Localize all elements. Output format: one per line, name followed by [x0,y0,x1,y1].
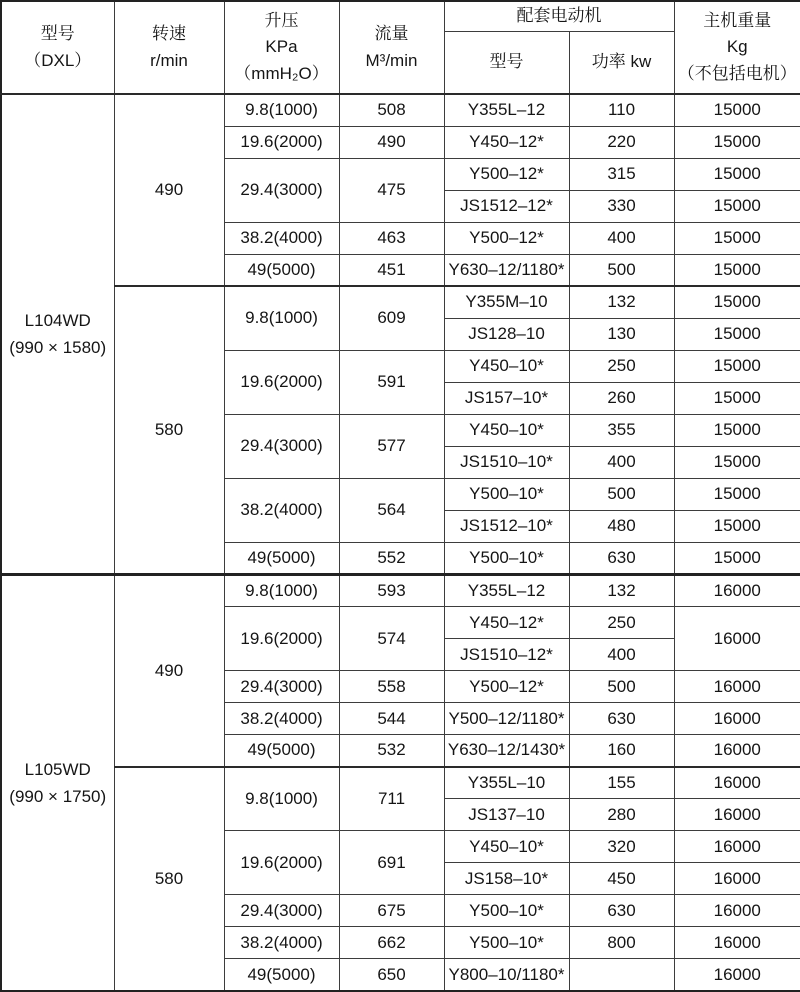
pressure-cell: 9.8(1000) [224,574,339,606]
weight-cell: 16000 [674,574,800,606]
motor-model-cell: Y500–10* [444,895,569,927]
motor-model-cell: Y500–12/1180* [444,703,569,735]
model-cell-line: L104WD [24,310,91,330]
weight-cell: 15000 [674,254,800,286]
weight-cell: 15000 [674,350,800,382]
model-cell [1,94,114,574]
header-pressure-line: （mmH₂O） [234,63,329,83]
flow-cell: 691 [339,831,444,895]
flow-cell: 475 [339,158,444,222]
motor-power-cell: 450 [569,863,674,895]
header-model [1,1,114,94]
table-row [1,286,800,318]
motor-model-cell: Y630–12/1180* [444,254,569,286]
motor-model-cell: JS1510–10* [444,446,569,478]
header-speed-line: 转速 [152,24,186,44]
header-pressure-line: KPa [265,37,298,57]
header-flow [339,1,444,94]
motor-model-cell: Y450–10* [444,350,569,382]
header-motor-power [569,31,674,94]
weight-cell: 16000 [674,735,800,767]
model-cell-line: (990 × 1580) [9,337,107,357]
weight-cell: 15000 [674,286,800,318]
motor-model-cell: Y500–10* [444,478,569,510]
header-model-line: （DXL） [24,50,92,70]
motor-model-cell: Y450–10* [444,831,569,863]
speed-cell: 580 [114,286,224,574]
motor-power-cell: 280 [569,799,674,831]
motor-model-cell: Y500–12* [444,158,569,190]
weight-cell: 15000 [674,478,800,510]
motor-model-cell: Y355L–10 [444,767,569,799]
header-model-line: 型号 [40,24,75,44]
weight-cell: 15000 [674,510,800,542]
flow-cell: 577 [339,414,444,478]
model-cell [1,574,114,991]
pressure-cell: 38.2(4000) [224,703,339,735]
table-row [1,767,800,799]
header-row [1,1,800,31]
weight-cell: 16000 [674,607,800,671]
header-motor-group [444,1,674,31]
pressure-cell: 38.2(4000) [224,478,339,542]
motor-model-cell: JS128–10 [444,318,569,350]
weight-cell: 15000 [674,414,800,446]
pressure-cell: 49(5000) [224,959,339,991]
spec-table-body [1,94,800,991]
pressure-cell: 19.6(2000) [224,831,339,895]
header-speed-line: r/min [150,50,188,70]
motor-model-cell: Y500–10* [444,542,569,574]
weight-cell: 15000 [674,382,800,414]
header-pressure [224,1,339,94]
motor-model-cell: Y450–10* [444,414,569,446]
motor-power-cell: 132 [569,574,674,606]
flow-cell: 463 [339,222,444,254]
weight-cell: 15000 [674,222,800,254]
motor-power-cell: 500 [569,671,674,703]
weight-cell: 15000 [674,190,800,222]
motor-power-cell: 400 [569,639,674,671]
motor-power-cell: 132 [569,286,674,318]
motor-power-cell: 250 [569,350,674,382]
motor-power-cell: 630 [569,703,674,735]
weight-cell: 16000 [674,671,800,703]
motor-power-cell: 220 [569,126,674,158]
pressure-cell: 9.8(1000) [224,767,339,831]
pressure-cell: 49(5000) [224,542,339,574]
header-flow-line: 流量 [374,24,409,44]
flow-cell: 451 [339,254,444,286]
model-cell-line: L105WD [24,759,91,779]
flow-cell: 552 [339,542,444,574]
table-row [1,94,800,126]
motor-power-cell: 130 [569,318,674,350]
weight-cell: 15000 [674,542,800,574]
flow-cell: 591 [339,350,444,414]
pressure-cell: 19.6(2000) [224,126,339,158]
weight-cell: 16000 [674,959,800,991]
motor-model-cell: Y355L–12 [444,574,569,606]
weight-cell: 16000 [674,767,800,799]
motor-model-cell: JS1512–12* [444,190,569,222]
motor-model-cell: JS157–10* [444,382,569,414]
flow-cell: 564 [339,478,444,542]
header-weight-line: Kg [726,37,748,57]
weight-cell: 15000 [674,446,800,478]
flow-cell: 609 [339,286,444,350]
motor-power-cell: 330 [569,190,674,222]
motor-model-cell: Y355L–12 [444,94,569,126]
weight-cell: 16000 [674,703,800,735]
header-weight-line: 主机重量 [703,10,772,30]
motor-model-cell: Y630–12/1430* [444,735,569,767]
speed-cell: 490 [114,574,224,766]
motor-power-cell: 250 [569,607,674,639]
flow-cell: 490 [339,126,444,158]
flow-cell: 532 [339,735,444,767]
header-motor-model-line: 型号 [489,52,524,72]
pressure-cell: 19.6(2000) [224,607,339,671]
motor-power-cell: 155 [569,767,674,799]
model-cell-line: (990 × 1750) [9,786,107,806]
pressure-cell: 9.8(1000) [224,286,339,350]
motor-model-cell: Y800–10/1180* [444,959,569,991]
flow-cell: 675 [339,895,444,927]
motor-power-cell: 110 [569,94,674,126]
header-flow-line: M³/min [365,50,418,70]
header-weight [674,1,800,94]
flow-cell: 711 [339,767,444,831]
motor-model-cell: JS158–10* [444,863,569,895]
speed-cell: 580 [114,767,224,991]
pressure-cell: 38.2(4000) [224,927,339,959]
motor-power-cell: 630 [569,895,674,927]
motor-power-cell: 315 [569,158,674,190]
flow-cell: 544 [339,703,444,735]
weight-cell: 16000 [674,799,800,831]
motor-model-cell: JS137–10 [444,799,569,831]
motor-power-cell: 630 [569,542,674,574]
header-speed [114,1,224,94]
motor-model-cell: Y500–12* [444,222,569,254]
header-pressure-line: 升压 [264,10,299,30]
header-motor-power-line: 功率 kw [591,52,652,72]
header-motor-model [444,31,569,94]
motor-power-cell: 500 [569,478,674,510]
weight-cell: 15000 [674,94,800,126]
motor-model-cell: Y450–12* [444,126,569,158]
pressure-cell: 29.4(3000) [224,895,339,927]
pressure-cell: 49(5000) [224,254,339,286]
table-row [1,574,800,606]
motor-model-cell: JS1510–12* [444,639,569,671]
motor-power-cell [569,959,674,991]
weight-cell: 16000 [674,863,800,895]
motor-model-cell: Y355M–10 [444,286,569,318]
motor-model-cell: Y500–10* [444,927,569,959]
motor-power-cell: 160 [569,735,674,767]
motor-power-cell: 800 [569,927,674,959]
motor-model-cell: JS1512–10* [444,510,569,542]
flow-cell: 650 [339,959,444,991]
weight-cell: 15000 [674,126,800,158]
flow-cell: 508 [339,94,444,126]
motor-model-cell: Y450–12* [444,607,569,639]
weight-cell: 16000 [674,831,800,863]
header-motor-group-line: 配套电动机 [516,6,602,26]
pressure-cell: 29.4(3000) [224,414,339,478]
flow-cell: 662 [339,927,444,959]
motor-power-cell: 480 [569,510,674,542]
flow-cell: 574 [339,607,444,671]
flow-cell: 558 [339,671,444,703]
pressure-cell: 38.2(4000) [224,222,339,254]
weight-cell: 15000 [674,318,800,350]
pressure-cell: 29.4(3000) [224,158,339,222]
pressure-cell: 9.8(1000) [224,94,339,126]
pressure-cell: 49(5000) [224,735,339,767]
weight-cell: 15000 [674,158,800,190]
motor-model-cell: Y500–12* [444,671,569,703]
motor-power-cell: 320 [569,831,674,863]
motor-power-cell: 400 [569,446,674,478]
pressure-cell: 29.4(3000) [224,671,339,703]
pressure-cell: 19.6(2000) [224,350,339,414]
motor-power-cell: 355 [569,414,674,446]
speed-cell: 490 [114,94,224,286]
motor-power-cell: 260 [569,382,674,414]
flow-cell: 593 [339,574,444,606]
spec-table-header [1,1,800,94]
weight-cell: 16000 [674,895,800,927]
motor-power-cell: 400 [569,222,674,254]
header-weight-line: （不包括电机） [677,63,797,83]
weight-cell: 16000 [674,927,800,959]
motor-power-cell: 500 [569,254,674,286]
